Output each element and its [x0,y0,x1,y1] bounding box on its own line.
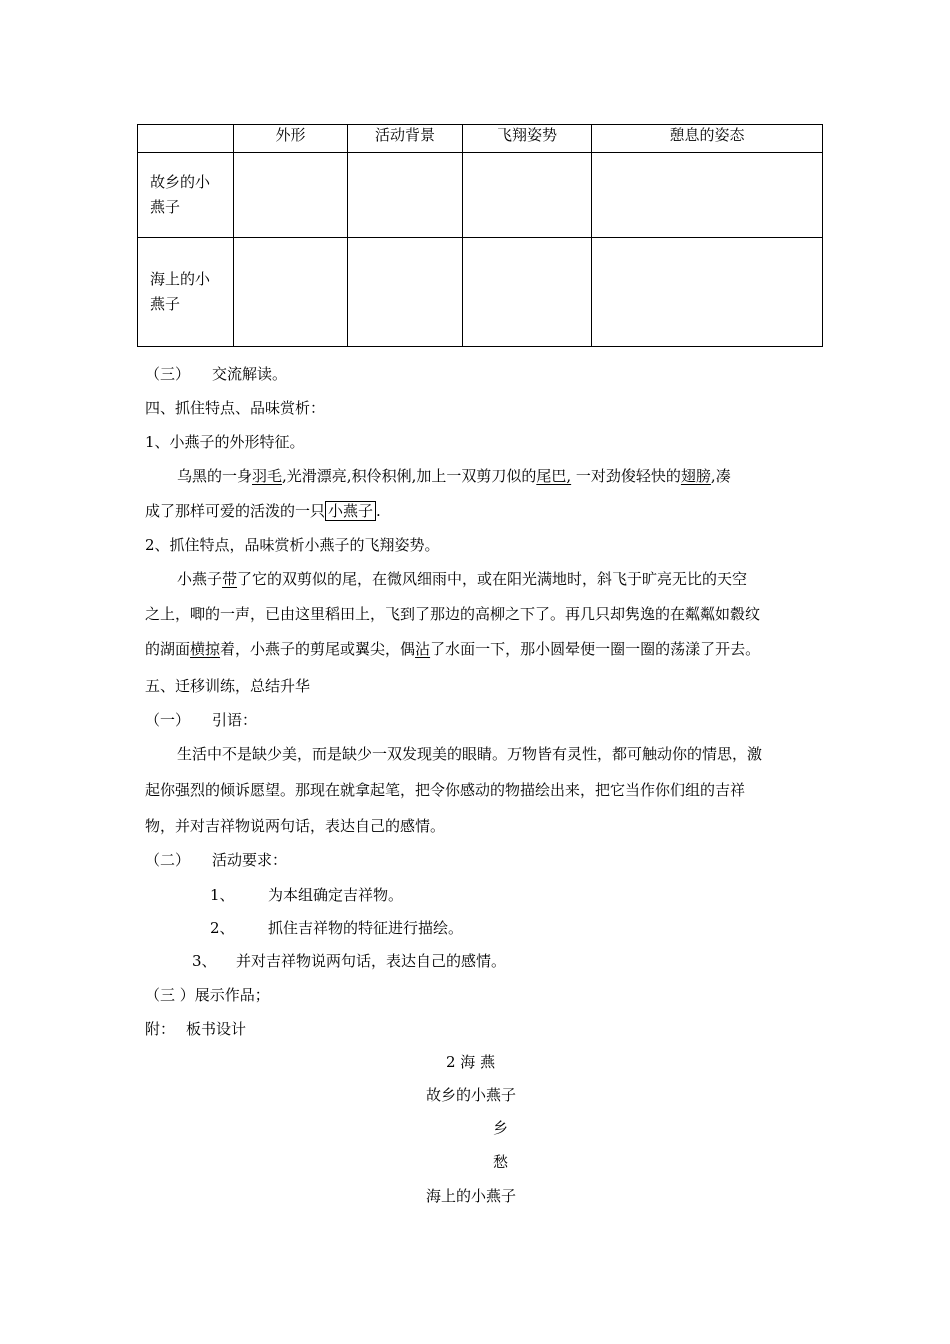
table-header-cell: 活动背景 [348,125,463,153]
point-1-heading: 1、小燕子的外形特征。 [145,433,305,451]
table-header-cell: 憩息的姿态 [592,125,823,153]
table-cell [234,153,348,238]
table-cell [592,153,823,238]
appendix-label: 附： [145,1020,176,1038]
table-row [138,238,823,347]
requirement-item: 为本组确定吉祥物。 [268,886,404,904]
table-header-row [138,125,823,153]
board-line: 乡 [493,1119,509,1137]
board-line: 故乡的小燕子 [426,1086,517,1104]
table-cell [592,238,823,347]
section-3-number: （三） [145,365,191,383]
intro-paragraph-line: 生活中不是缺少美，而是缺少一双发现美的眼睛。万物皆有灵性，都可触动你的情思，激 [177,745,763,763]
requirement-number: 2、 [210,919,235,937]
underlined-word: 横掠 [190,640,221,658]
text-run: 了它的双剪似的尾，在微风细雨中，或在阳光满地时，斜飞于旷亮无比的天空 [237,570,748,588]
table-cell [463,153,592,238]
text-run: 乌黑的一身 [177,467,253,485]
point-2-paragraph-line: 之上，唧的一声，已由这里稻田上，飞到了那边的高柳之下了。再几只却隽逸的在粼粼如縠纹 [145,605,761,623]
text-run: ,光滑漂亮,积伶积俐,加上一双剪刀似的 [282,467,537,485]
section-3-text: 交流解读。 [212,365,288,383]
requirement-item: 抓住吉祥物的特征进行描绘。 [268,919,464,937]
text-run: ,凑 [710,467,731,485]
requirement-item: 并对吉祥物说两句话，表达自己的感情。 [236,952,507,970]
text-run: 成了那样可爱的活泼的一只 [145,502,326,520]
table-cell [348,238,463,347]
board-line: 海上的小燕子 [426,1187,517,1205]
table-header-cell: 外形 [234,125,348,153]
table-header-cell: 飞翔姿势 [463,125,592,153]
appendix-text: 板书设计 [186,1020,247,1038]
table-cell [463,238,592,347]
underlined-word: 沾 [415,640,431,658]
text-run: 着，小燕子的剪尾或翼尖，偶 [220,640,416,658]
text-run: 小燕子 [177,570,223,588]
requirements-label: 活动要求： [212,851,288,869]
point-1-paragraph-line [145,501,381,521]
intro-paragraph-line: 起你强烈的倾诉愿望。那现在就拿起笔，把令你感动的物描绘出来，把它当作你们组的吉祥 [145,781,746,799]
point-1-paragraph-line [177,466,805,486]
row-label-line: 故乡的小 [150,173,211,191]
row-label-cell [138,153,234,238]
row-label-line: 燕子 [150,295,181,313]
requirement-number: 1、 [210,886,235,904]
row-label-line: 燕子 [150,198,181,216]
point-2-paragraph-line [145,639,760,659]
boxed-word: 小燕子 [325,501,376,521]
table-row [138,153,823,238]
row-label-cell [138,238,234,347]
text-run: 的湖面 [145,640,191,658]
intro-label: 引语： [212,711,258,729]
board-line: 愁 [493,1153,509,1171]
comparison-table [137,124,823,347]
section-4-title: 四、抓住特点、品味赏析： [145,399,326,417]
underlined-word: 尾巴, [536,467,572,485]
row-label-line: 海上的小 [150,270,211,288]
underlined-word: 羽毛 [252,467,283,485]
table-cell [234,238,348,347]
section-5-title: 五、迁移训练，总结升华 [145,677,311,695]
table-header-cell [138,125,234,153]
board-title: 2 海 燕 [446,1053,496,1071]
table-cell [348,153,463,238]
text-run: . [376,502,381,520]
point-2-paragraph-line [177,569,747,589]
underlined-word: 带 [222,570,238,588]
intro-number: （一） [145,711,191,729]
show-works-line: （三 ）展示作品； [145,986,270,1004]
text-run: 了水面一下，那小圆晕便一圈一圈的荡漾了开去。 [430,640,761,658]
underlined-word: 翅膀 [680,467,711,485]
intro-paragraph-line: 物，并对吉祥物说两句话，表达自己的感情。 [145,817,446,835]
text-run: 一对劲俊轻快的 [571,467,681,485]
point-2-heading: 2、抓住特点，品味赏析小燕子的飞翔姿势。 [145,536,440,554]
requirement-number: 3、 [192,952,217,970]
requirements-number: （二） [145,851,191,869]
